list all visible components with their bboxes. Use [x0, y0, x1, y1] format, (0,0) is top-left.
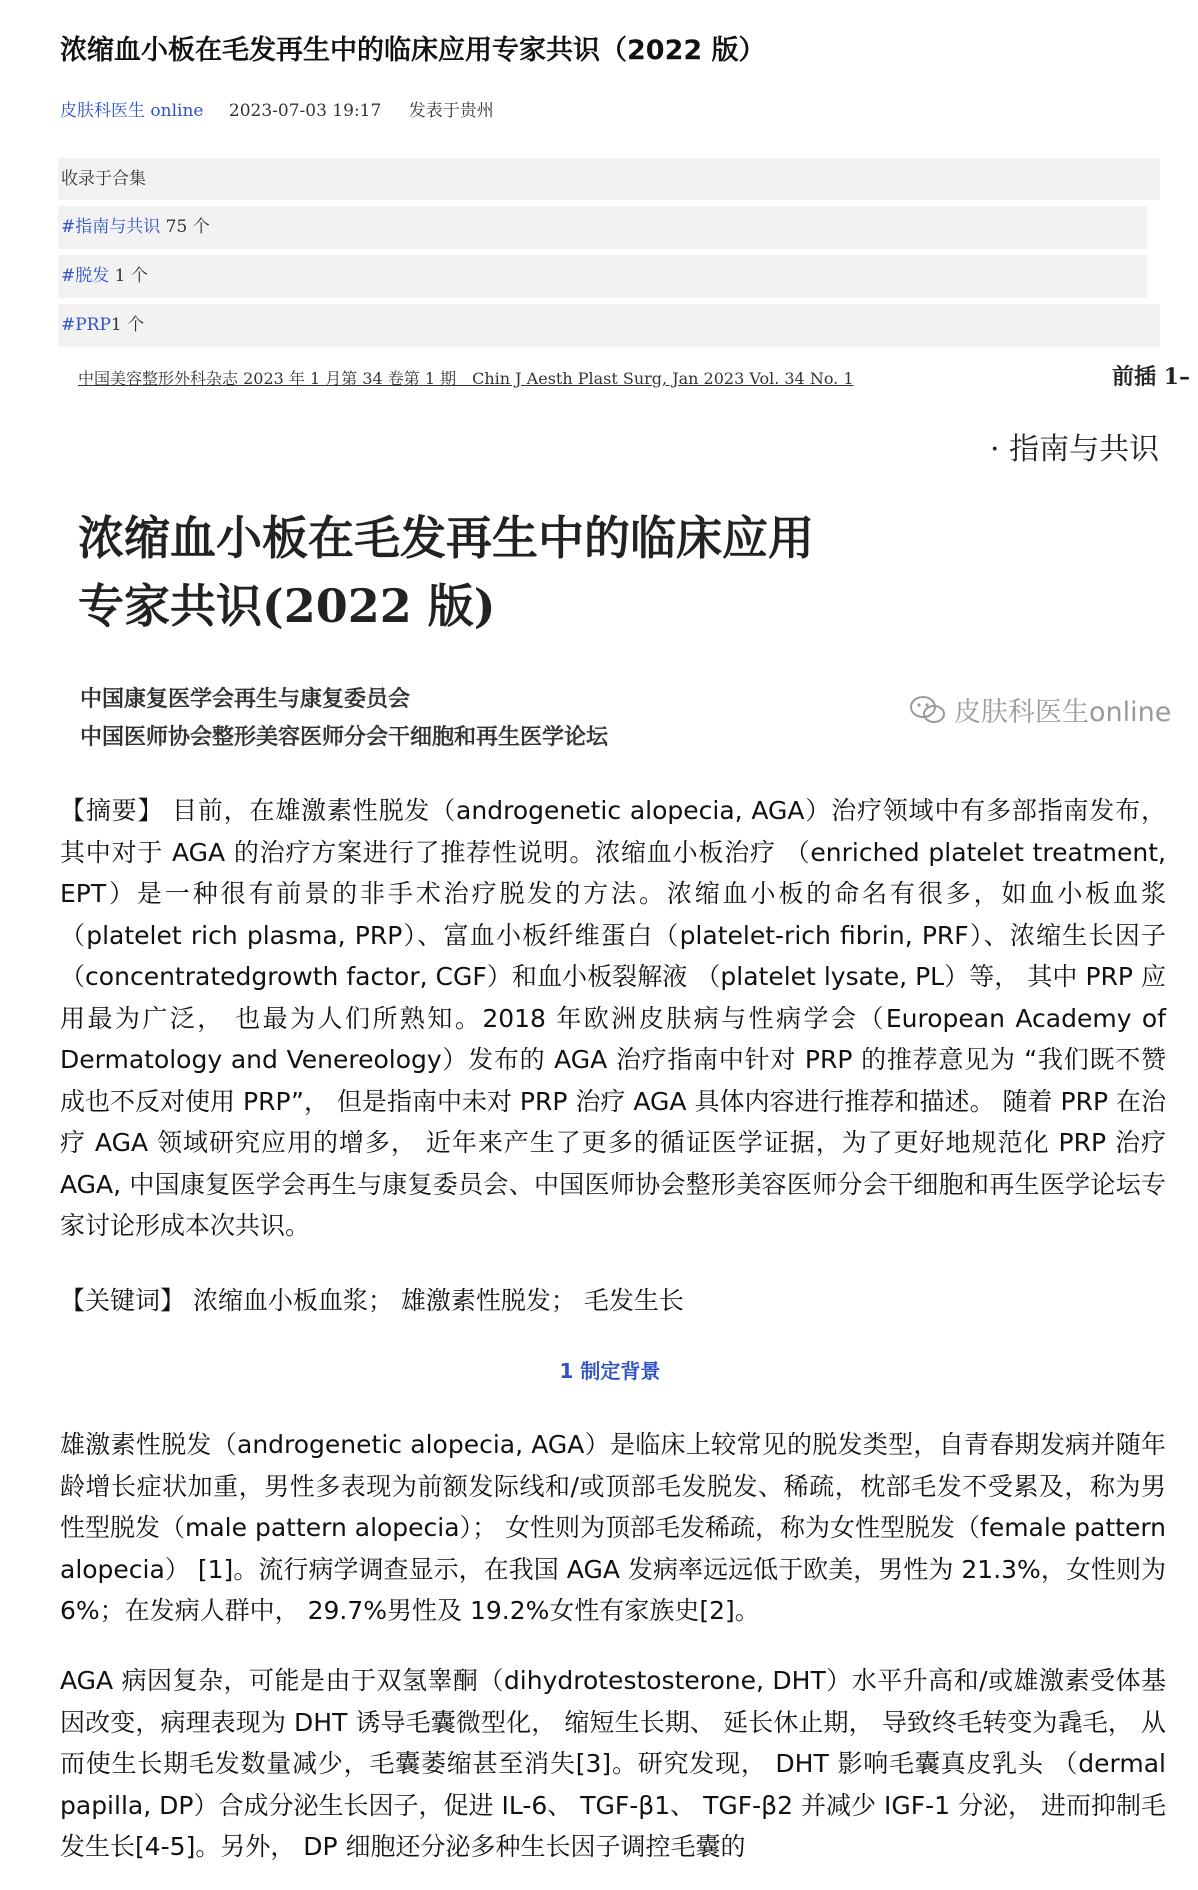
collection-header: 收录于合集 [58, 158, 1160, 200]
collection-item[interactable] [58, 206, 1147, 249]
post-meta [60, 96, 494, 121]
body-paragraph: 雄激素性脱发（androgenetic alopecia, AGA）是临床上较常见的脱发类型，自青春期发病并随年龄增长症状加重，男性多表现为前额发际线和/或顶部毛发脱发、稀疏，枕部毛发不受累及，称为男性型脱发（male pattern alopecia）； 女性则为顶部毛发稀疏，称为女性型脱发（female pattern alopecia） [1]。流行病学调查显示，在我国 AGA 发病率远远低于欧美，男性为 21.3%，女性则为 6%；在发病人群中， 29.7%男性及 19.2%女性有家族史[2]。 [60, 1430, 1167, 1625]
section-heading: 1 制定背景 [559, 1359, 661, 1383]
organization: 中国康复医学会再生与康复委员会 [80, 686, 411, 712]
paper-title-line1: 浓缩血小板在毛发再生中的临床应用 [78, 511, 814, 565]
collection-panel [58, 158, 1160, 353]
paper-title-line2: 专家共识(2022 版) [78, 579, 496, 633]
organization: 中国医师协会整形美容医师分会干细胞和再生医学论坛 [80, 724, 609, 750]
page-insert-label: 前插 1– [1112, 364, 1190, 390]
article-title: 浓缩血小板在毛发再生中的临床应用专家共识（2022 版） [60, 35, 766, 66]
author-organizations [80, 680, 608, 756]
collection-count: 1 个 [109, 266, 148, 286]
journal-citation: 中国美容整形外科杂志 2023 年 1 月第 34 卷第 1 期 Chin J Aesth Plast Surg, Jan 2023 Vol. 34 No. 1 [78, 369, 854, 388]
publish-date: 2023-07-03 19:17 [228, 101, 382, 121]
collection-tag[interactable]: #指南与共识 [61, 217, 161, 237]
watermark [908, 690, 1171, 729]
publish-location: 发表于贵州 [408, 101, 494, 121]
collection-tag[interactable]: #脱发 [61, 266, 110, 286]
paper-title [78, 504, 978, 640]
watermark-text: 皮肤科医生online [954, 697, 1172, 728]
section-tag: · 指南与共识 [990, 432, 1160, 467]
keywords-line: 【关键词】 浓缩血小板血浆； 雄激素性脱发； 毛发生长 [60, 1286, 684, 1315]
wechat-icon [908, 693, 948, 727]
body-paragraph: AGA 病因复杂，可能是由于双氢睾酮（dihydrotestosterone, DHT）水平升高和/或雄激素受体基因改变，病理表现为 DHT 诱导毛囊微型化， 缩短生长期、 延长休止期， 导致终毛转变为毳毛， 从而使生长期毛发数量减少，毛囊萎缩甚至消失[3]。研究发现， DHT 影响毛囊真皮乳头 （dermal papilla, DP）合成分泌生长因子，促进 IL-6、 TGF-β1、 TGF-β2 并减少 IGF-1 分泌， 进而抑制毛发生长[4-5]。另外， DP 细胞还分泌多种生长因子调控毛囊的 [60, 1666, 1166, 1861]
collection-count: 75 个 [160, 217, 210, 237]
collection-item[interactable] [58, 304, 1160, 347]
collection-item[interactable] [58, 255, 1147, 298]
collection-count: 1 个 [110, 315, 145, 335]
collection-tag[interactable]: #PRP [61, 315, 111, 335]
author-link[interactable]: 皮肤科医生 online [60, 101, 204, 121]
abstract-paragraph: 【摘要】 目前，在雄激素性脱发（androgenetic alopecia, AGA）治疗领域中有多部指南发布， 其中对于 AGA 的治疗方案进行了推荐性说明。浓缩血小板治疗 （enriched platelet treatment, EPT）是一种很有前景的非手术治疗脱发的方法。浓缩血小板的命名有很多，如血小板血浆（platelet rich plasma, PRP）、富血小板纤维蛋白（platelet-rich fibrin, PRF）、浓缩生长因子 （concentratedgrowth factor, CGF）和血小板裂解液 （platelet lysate, PL）等， 其中 PRP 应用最为广泛， 也最为人们所熟知。2018 年欧洲皮肤病与性病学会（European Academy of Dermatology and Venereology）发布的 AGA 治疗指南中针对 PRP 的推荐意见为 “我们既不赞成也不反对使用 PRP”， 但是指南中未对 PRP 治疗 AGA 具体内容进行推荐和描述。 随着 PRP 在治疗 AGA 领域研究应用的增多， 近年来产生了更多的循证医学证据，为了更好地规范化 PRP 治疗 AGA, 中国康复医学会再生与康复委员会、中国医师协会整形美容医师分会干细胞和再生医学论坛专家讨论形成本次共识。 [60, 796, 1166, 1240]
